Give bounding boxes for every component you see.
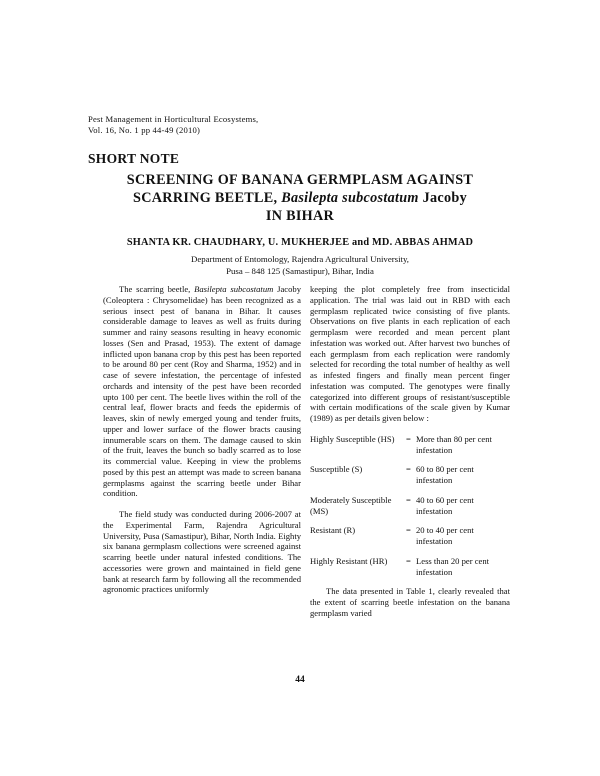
scale-range: More than 80 per cent infestation [416,433,492,455]
intro-body: Jacoby (Coleoptera : Chrysomelidae) has been recognized as a serious insect pest of banana in Bihar. It causes considerable damage to leaves as well as fruits during summer and rainy seasons resulting in heavy economic losses (Sen and Prasad, 1953). The extent of damage inflicted upon banana crop by this pest has been reported to be around 80 per cent (Roy and Sharma, 1952) and in case of severe infestation, the percentage of infested orchards and intensity of the pest have been recorded upto 100 per cent. The beetle lives within the roll of the central leaf, flower bracts and feeds the epidermis of leaves, skin of newly emerged young and tender fruits, upper and lower surface of the flower bracts causing innumerable scars on them. The damage caused to skin of the fruit, leaves the bunch so badly scarred as to lose its commercial value. Keeping in view the problems posed by this pest an attempt was made to screen banana germplasms against the scarring beetle under Bihar condition. [103,284,301,499]
scale-category: Resistant (R) [310,525,356,536]
title-line-1: SCREENING OF BANANA GERMPLASM AGAINST [126,172,474,188]
paragraph-field-study: The field study was conducted during 2006-2007 at the Experimental Farm, Rajendra Agricultural University, Pusa (Samastipur), Bihar, North India. Eighty six banana germplasm collections were screened against scarring beetle under natural infested conditions. The accessories were grown and maintained in field gene bank at research farm by following all the recommended agronomic practices uniformly [103,509,301,595]
left-column [103,284,301,595]
scale-category: Highly Susceptible (HS) [310,433,395,444]
scale-row [310,495,510,526]
right-column [310,284,510,619]
paper-title [60,171,540,225]
affiliation-line-2: Pusa – 848 125 (Samastipur), Bihar, India [226,266,374,276]
title-line-2-pre: SCARRING BEETLE, [133,190,282,206]
journal-volume: Vol. 16, No. 1 pp 44-49 (2010) [88,125,201,135]
scale-row [310,525,510,556]
scale-range: 20 to 40 per cent infestation [416,525,474,546]
title-species: Basilepta subcostatum [281,190,419,206]
section-label: SHORT NOTE [88,151,180,166]
journal-citation [88,114,258,136]
scale-category: Susceptible (S) [310,464,363,475]
scale-equals: = [406,494,411,505]
journal-name: Pest Management in Horticultural Ecosystems, [88,114,259,124]
paragraph-methods: keeping the plot completely free from insecticidal application. The trial was laid out in RBD with each germplasm replicated twice consisting of five plants. Observations on five plants in each replication of each germplasm were recorded and mean percent plant infestation was worked out. After harvest two bunches of each germplasm from each replication were randomly selected for recording the total number of healthy as well as infested fingers and finally mean percent finger infestation was computed. The genotypes were finally categorized into different groups of resistant/susceptible with certain modifications of the scale given by Kumar (1989) as per details given below : [310,284,510,423]
scale-row [310,434,510,465]
scale-category: Highly Resistant (HR) [310,555,388,566]
scale-equals: = [406,464,411,475]
resistance-scale [310,434,510,587]
title-line-3: IN BIHAR [265,208,335,224]
scale-row [310,464,510,495]
affiliation-line-1: Department of Entomology, Rajendra Agricultural University, [191,254,409,264]
scale-category: Moderately Susceptible (MS) [310,494,392,516]
scale-range: 40 to 60 per cent infestation [416,494,474,516]
scale-row [310,556,510,587]
intro-pre: The scarring beetle, [119,284,195,294]
scale-range: 60 to 80 per cent infestation [416,464,474,485]
title-line-2 [60,189,540,207]
scale-equals: = [406,525,411,536]
paragraph-results: The data presented in Table 1, clearly revealed that the extent of scarring beetle infestation on the banana germplasm varied [310,586,510,618]
authors: SHANTA KR. CHAUDHARY, U. MUKHERJEE and MD. ABBAS AHMAD [126,237,474,248]
scale-equals: = [406,433,411,444]
title-line-2-post: Jacoby [418,190,467,206]
affiliation [60,253,540,277]
intro-species: Basilepta subcostatum [194,284,274,294]
scale-range: Less than 20 per cent infestation [416,555,490,577]
scale-equals: = [406,555,411,566]
page-number: 44 [295,675,305,685]
paragraph-intro [103,284,301,499]
